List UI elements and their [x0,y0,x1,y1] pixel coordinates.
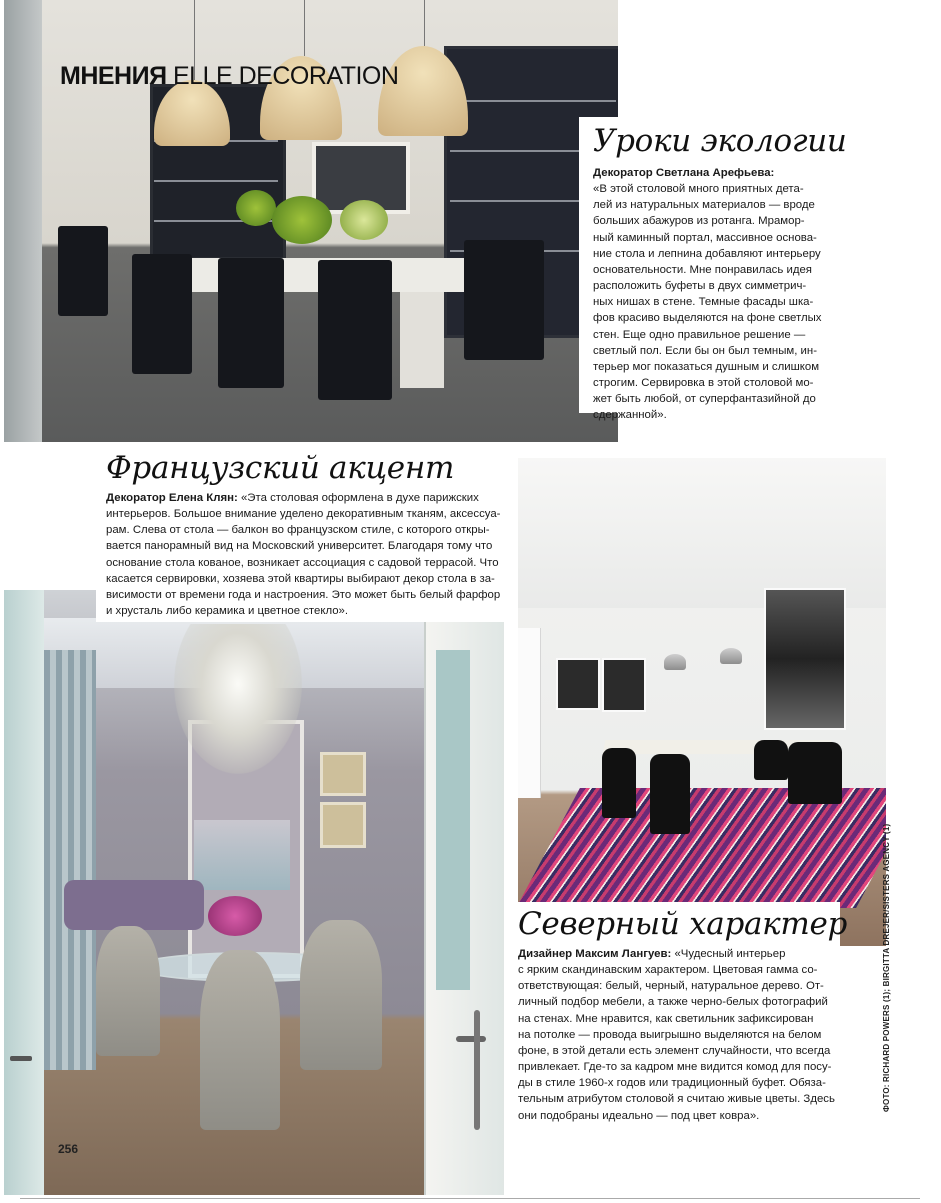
text-line: ние стола и лепнина добавляют интерьеру [593,247,821,260]
article-north [504,902,848,1142]
text-line: расположить буфеты в двух симметрич- [593,280,807,293]
text-line: лей из натуральных материалов — вроде [593,199,815,212]
section-label-bold: МНЕНИЯ [60,62,167,90]
text-line: привлекает. Где-то за кадром мне видится комод для посу- [518,1061,832,1074]
text-line: терьер мог показаться душным и слишком [593,360,820,373]
text-line: больших абажуров из ротанга. Мрамор- [593,215,805,228]
footer-rule [20,1198,920,1199]
text-line: основание стола кованое, возникает ассоциация с садовой террасой. Что [106,556,499,569]
text-line: основательности. Мне понравилась идея [593,263,812,276]
section-label-light: ELLE DECORATION [173,62,399,90]
text-line: стен. Еще одно правильное решение — [593,328,806,341]
text-line: «В этой столовой много приятных дета- [593,183,804,196]
photo-scandinavian-dining [518,458,886,946]
article-lead: Декоратор Светлана Арефьева: [593,167,775,179]
text-line: и хрусталь либо керамика и цветное стекло». [106,605,349,618]
text-line: ответствующая: белый, черный, натуральное дерево. От- [518,980,824,993]
section-label [60,62,398,91]
text-line: светлый пол. Если бы он был темным, ин- [593,344,817,357]
text-line: касается сервировки, хозяева этой квартиры выбирают декор стола в за- [106,572,495,585]
text-line: фоне, в этой детали есть элемент случайности, что всегда [518,1044,831,1057]
text-line: рам. Слева от стола — балкон во французском стиле, с которого откры- [106,524,490,537]
text-line: сдержанной». [593,409,667,422]
text-line: ды в стиле 1960-х годов или традиционный буфет. Обяза- [518,1077,826,1090]
article-title: Уроки экологии [593,123,847,159]
text-line: строгим. Сервировка в этой столовой мо- [593,377,814,390]
text-line: вается панорамный вид на Московский университет. Благодаря тому что [106,540,493,553]
text-line: они подобраны идеально — под цвет ковра». [518,1109,760,1122]
article-title: Французский акцент [106,450,455,486]
text-line: ных нишах в стене. Темные фасады шка- [593,296,814,309]
text-line: «Чудесный интерьер [671,948,786,960]
text-line: интерьеров. Большое внимание уделено декоративным тканям, аксессуа- [106,508,501,521]
article-body [518,946,835,1124]
text-line: личный подбор мебели, а также черно-белых фотографий [518,996,828,1009]
photo-french-dining [4,590,504,1195]
article-lead: Декоратор Елена Клян: [106,492,238,504]
text-line: висимости от времени года и настроения. Это может быть белый фарфор [106,588,501,601]
text-line: с ярким скандинавским характером. Цветовая гамма со- [518,964,818,977]
text-line: на потолке — провода выигрышно выделяются на белом [518,1028,822,1041]
article-title: Северный характер [518,906,848,942]
text-line: тельным атрибутом столовой я считаю живые цветы. Здесь [518,1093,835,1106]
article-body [106,490,500,619]
article-lead: Дизайнер Максим Лангуев: [518,948,672,960]
text-line: на стенах. Мне нравится, как светильник зафиксирован [518,1012,814,1025]
page-number: 256 [58,1142,79,1156]
article-ecology [579,117,941,422]
text-line: жет быть любой, от суперфантазийной до [593,393,816,406]
text-line: «Эта столовая оформлена в духе парижских [237,492,479,504]
article-body [593,165,821,424]
photo-credit: ФОТО: RICHARD POWERS (1); BIRGITTA DREJER/SISTERS AGENCY (1) [882,823,891,1112]
text-line: фов красиво выделяются на фоне светлых [593,312,822,325]
article-french [96,442,518,622]
text-line: ный каминный портал, массивное основа- [593,231,817,244]
